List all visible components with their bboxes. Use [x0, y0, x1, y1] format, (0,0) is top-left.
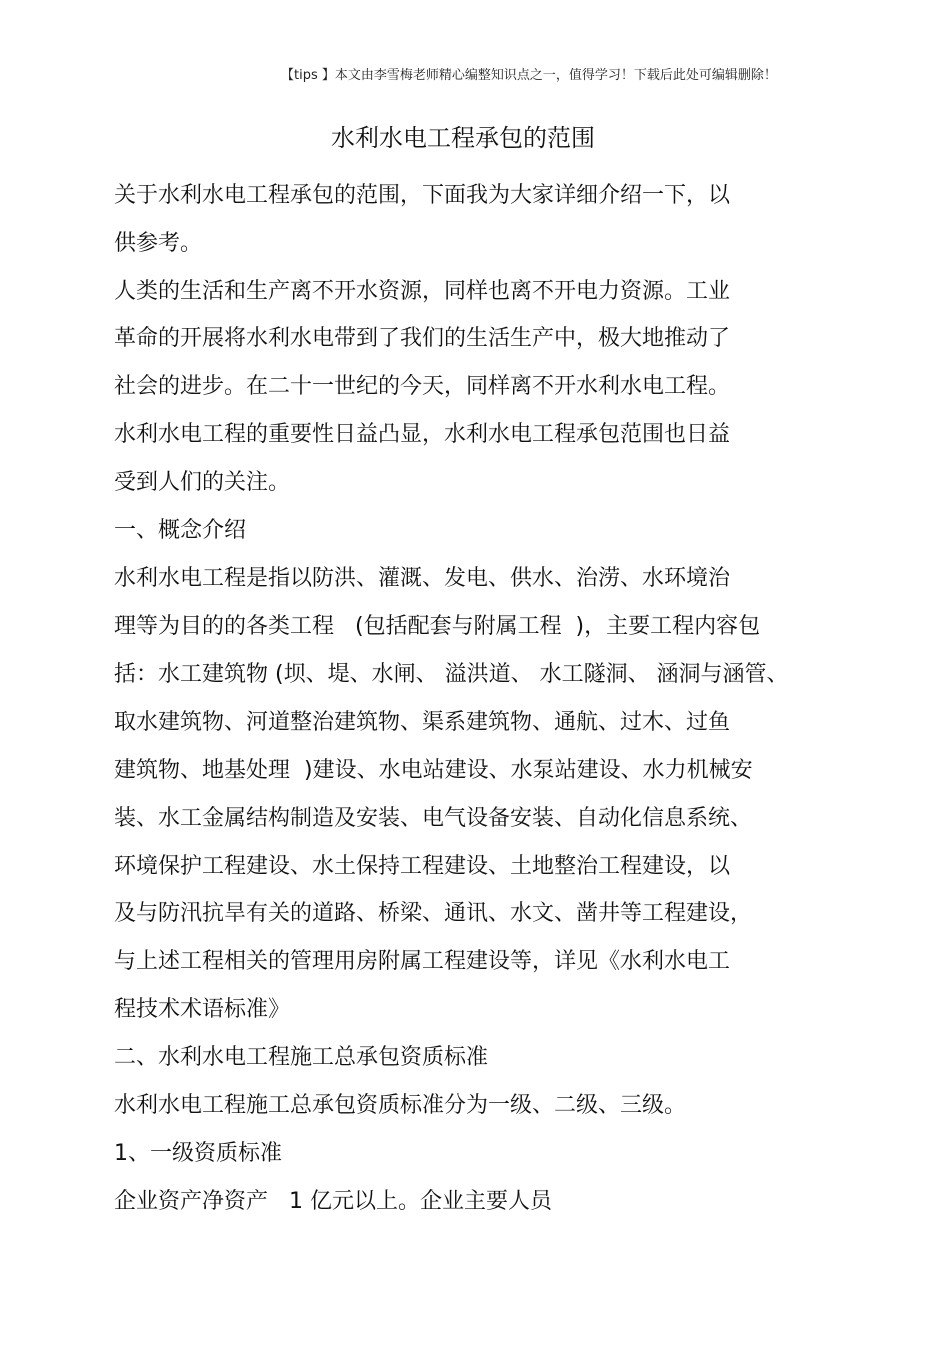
paragraph-line: 水利水电工程的重要性日益凸显，水利水电工程承包范围也日益 — [114, 422, 731, 447]
paragraph-line: 及与防汛抗旱有关的道路、桥梁、通讯、水文、凿井等工程建设， — [114, 901, 753, 926]
section-heading: 一、概念介绍 — [114, 518, 247, 543]
paragraph-line: 社会的进步。在二十一世纪的今天，同样离不开水利水电工程。 — [114, 374, 731, 399]
subsection-heading: 1、一级资质标准 — [114, 1141, 282, 1166]
paragraph-line: 人类的生活和生产离不开水资源，同样也离不开电力资源。工业 — [114, 279, 731, 304]
paragraph-line: 革命的开展将水利水电带到了我们的生活生产中，极大地推动了 — [114, 326, 731, 351]
paragraph-line: 程技术术语标准》 — [114, 997, 291, 1022]
tips-banner: 【tips 】本文由李雪梅老师精心编整知识点之一，值得学习！下载后此处可编辑删除！ — [281, 68, 777, 83]
paragraph-line: 企业资产净资产 1 亿元以上。企业主要人员 — [114, 1189, 552, 1214]
paragraph-line: 装、水工金属结构制造及安装、电气设备安装、自动化信息系统、 — [114, 806, 753, 831]
section-heading: 二、水利水电工程施工总承包资质标准 — [114, 1045, 489, 1070]
paragraph-line: 括：水工建筑物 (坝、堤、水闸、 溢洪道、 水工隧洞、 涵洞与涵管、 — [114, 662, 789, 687]
paragraph-line: 理等为目的的各类工程 (包括配套与附属工程 )，主要工程内容包 — [114, 614, 761, 639]
paragraph-line: 环境保护工程建设、水土保持工程建设、土地整治工程建设，以 — [114, 854, 731, 879]
paragraph-line: 关于水利水电工程承包的范围，下面我为大家详细介绍一下，以 — [114, 183, 731, 208]
paragraph-line: 水利水电工程施工总承包资质标准分为一级、二级、三级。 — [114, 1093, 687, 1118]
paragraph-line: 供参考。 — [114, 231, 203, 256]
paragraph-line: 建筑物、地基处理 )建设、水电站建设、水泵站建设、水力机械安 — [114, 758, 753, 783]
paragraph-line: 受到人们的关注。 — [114, 470, 291, 495]
document-title: 水利水电工程承包的范围 — [331, 124, 595, 152]
paragraph-line: 与上述工程相关的管理用房附属工程建设等，详见《水利水电工 — [114, 949, 731, 974]
paragraph-line: 取水建筑物、河道整治建筑物、渠系建筑物、通航、过木、过鱼 — [114, 710, 731, 735]
paragraph-line: 水利水电工程是指以防洪、灌溉、发电、供水、治涝、水环境治 — [114, 566, 731, 591]
